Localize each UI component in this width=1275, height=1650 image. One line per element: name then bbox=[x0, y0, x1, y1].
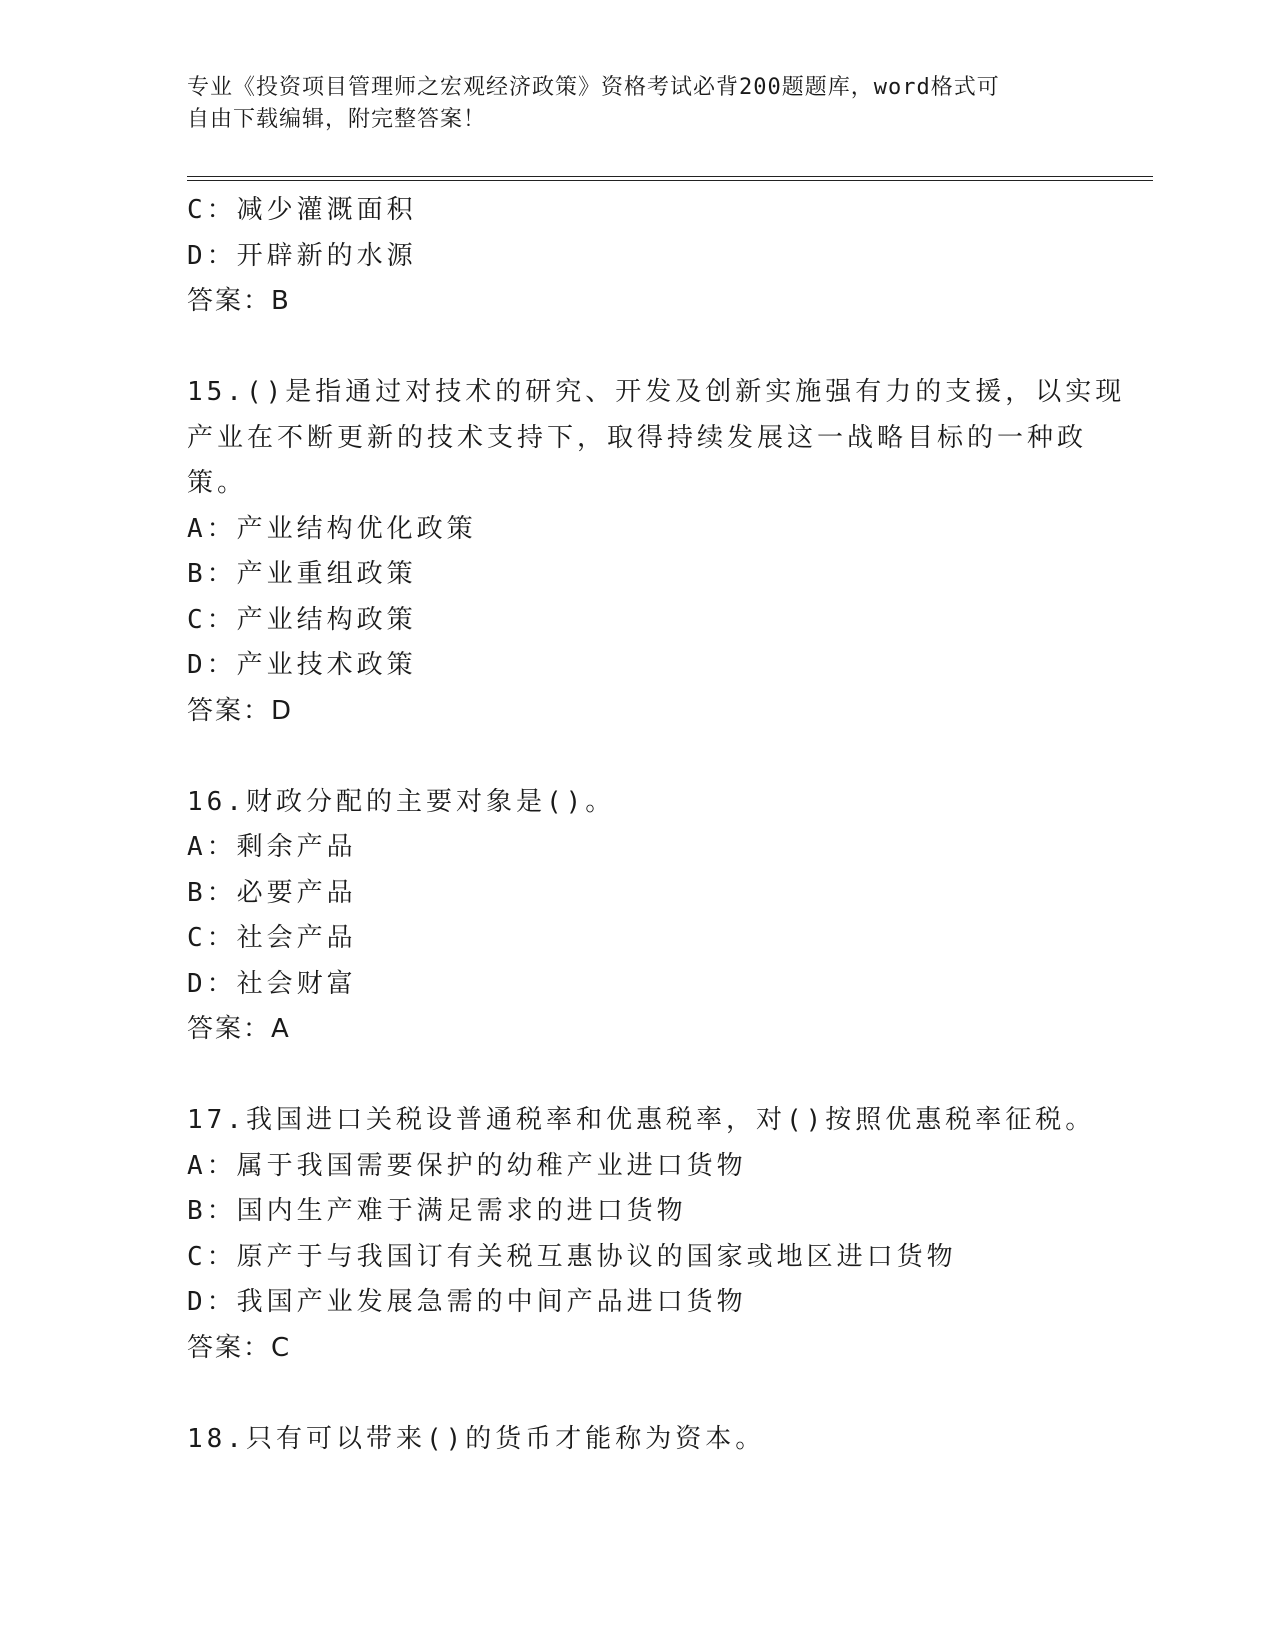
question-block-15 bbox=[187, 370, 1126, 734]
spacer bbox=[187, 1053, 1087, 1099]
answer: 答案：D bbox=[187, 695, 294, 726]
question-text-line: 产业在不断更新的技术支持下，取得持续发展这一战略目标的一种政 bbox=[187, 422, 1088, 453]
question-text-line: 17.我国进口关税设普通税率和优惠税率，对()按照优惠税率征税。 bbox=[187, 1105, 1096, 1135]
question-block-14 bbox=[187, 188, 1087, 325]
question-block-17 bbox=[187, 1098, 1096, 1371]
question-block-18 bbox=[187, 1417, 1087, 1463]
header-divider bbox=[187, 176, 1153, 181]
document-body bbox=[187, 188, 1126, 1462]
option-c: C：减少灌溉面积 bbox=[187, 195, 417, 225]
option-d: D：开辟新的水源 bbox=[187, 240, 417, 271]
option-a: A：产业结构优化政策 bbox=[187, 513, 477, 544]
option-c: C：产业结构政策 bbox=[187, 604, 417, 635]
question-text-line: 18.只有可以带来()的货币才能称为资本。 bbox=[187, 1423, 766, 1454]
answer: 答案：C bbox=[187, 1332, 292, 1363]
option-a: A：属于我国需要保护的幼稚产业进口货物 bbox=[187, 1150, 747, 1181]
question-text-line: 16.财政分配的主要对象是()。 bbox=[187, 786, 616, 817]
option-d: D：我国产业发展急需的中间产品进口货物 bbox=[187, 1287, 747, 1317]
option-b: B：必要产品 bbox=[187, 877, 357, 908]
option-d: D：社会财富 bbox=[187, 968, 357, 999]
spacer bbox=[187, 734, 1087, 780]
option-c: C：原产于与我国订有关税互惠协议的国家或地区进口货物 bbox=[187, 1241, 957, 1272]
option-b: B：国内生产难于满足需求的进口货物 bbox=[187, 1196, 687, 1226]
question-text-line: 策。 bbox=[187, 468, 248, 498]
answer: 答案：B bbox=[187, 286, 291, 316]
option-a: A：剩余产品 bbox=[187, 832, 357, 862]
question-text-line: 15.()是指通过对技术的研究、开发及创新实施强有力的支援，以实现 bbox=[187, 377, 1126, 407]
spacer bbox=[187, 325, 1087, 371]
option-c: C：社会产品 bbox=[187, 923, 357, 953]
question-block-16 bbox=[187, 780, 1087, 1053]
answer: 答案：A bbox=[187, 1014, 291, 1044]
option-d: D：产业技术政策 bbox=[187, 650, 417, 680]
header-line-1: 专业《投资项目管理师之宏观经济政策》资格考试必背200题题库，word格式可 bbox=[187, 75, 1000, 100]
header-line-2: 自由下载编辑，附完整答案！ bbox=[187, 107, 487, 132]
option-b: B：产业重组政策 bbox=[187, 559, 417, 589]
document-header bbox=[187, 72, 1067, 136]
spacer bbox=[187, 1371, 1087, 1417]
